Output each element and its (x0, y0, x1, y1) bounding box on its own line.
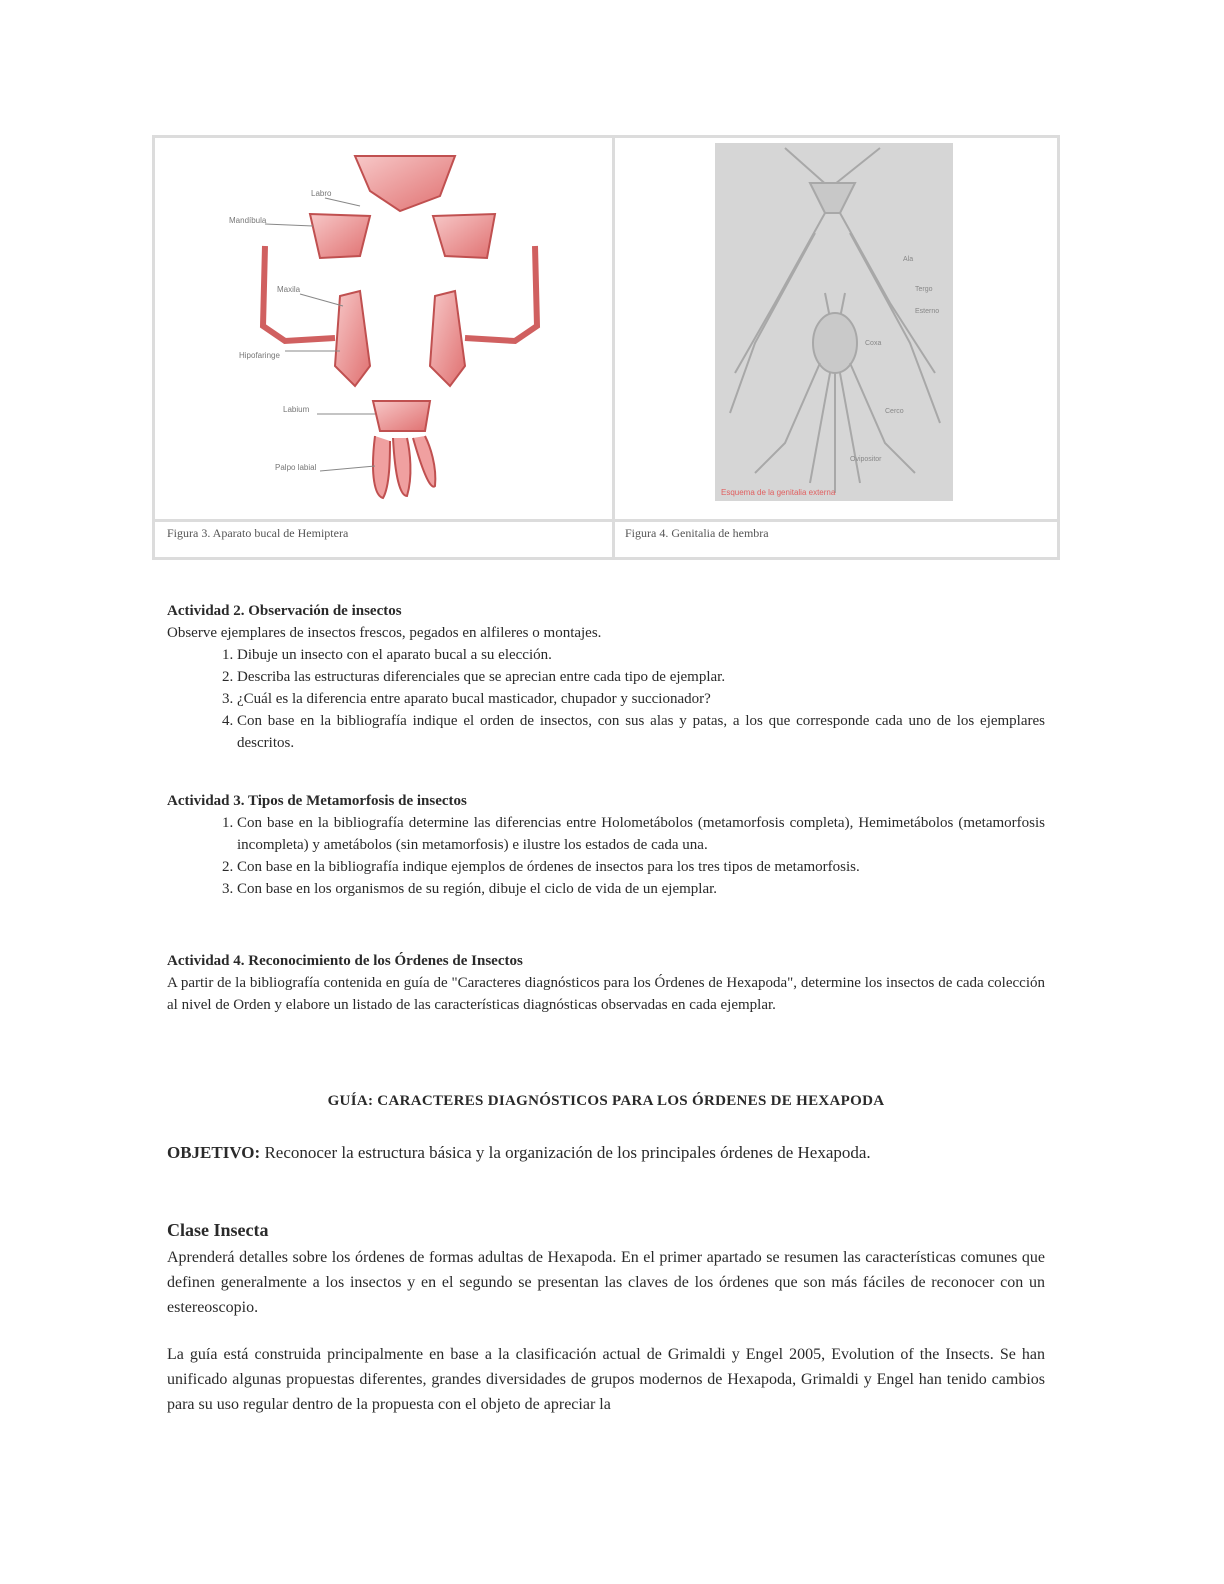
caption-divider (155, 519, 1057, 522)
section-3-title: Actividad 4. Reconocimiento de los Órdenes de Insectos (167, 953, 523, 969)
label-ovipositor: Ovipositor (850, 456, 882, 463)
guide-body (167, 1245, 1045, 1417)
section-1-list (167, 644, 1045, 754)
list-item: 3. ¿Cuál es la diferencia entre aparato bucal masticador, chupador y succionador? (237, 688, 1045, 710)
guide-title: GUÍA: CARACTERES DIAGNÓSTICOS PARA LOS ÓRDENES DE HEXAPODA (327, 1093, 885, 1109)
class-insecta-heading: Clase Insecta (167, 1220, 269, 1240)
list-item: 1. Dibuje un insecto con el aparato bucal a su elección. (237, 644, 1045, 666)
figure-footer-text: Esquema de la genitalia externa (721, 488, 836, 497)
label-esterno: Esterno (915, 308, 940, 315)
figure-3-caption: Figura 3. Aparato bucal de Hemiptera (167, 526, 349, 540)
section-2-list (167, 812, 1045, 900)
list-item: 2. Con base en la bibliografía indique ejemplos de órdenes de insectos para los tres tipos de metamorfosis. (237, 856, 1045, 878)
section-orders (167, 950, 1045, 1016)
list-item: 3. Con base en los organismos de su región, dibuje el ciclo de vida de un ejemplar. (237, 878, 1045, 900)
objective-paragraph (167, 1140, 1045, 1166)
list-item: 4. Con base en la bibliografía indique el orden de insectos, con sus alas y patas, a los que corresponde cada uno de los ejemplares descritos. (237, 710, 1045, 754)
section-observation (167, 600, 1045, 754)
figure-4-caption: Figura 4. Genitalia de hembra (625, 526, 769, 540)
label-hipofaringe: Hipofaringe (239, 351, 280, 360)
genitalia-diagram (715, 143, 953, 501)
section-3-text: A partir de la bibliografía contenida en guía de "Caracteres diagnósticos para los Órdenes de Hexapoda", determine los insectos de cada colección al nivel de Orden y elabore un listado de las características diagnósticas observadas en cada ejemplar. (167, 975, 1045, 1013)
label-ala: Ala (903, 256, 914, 263)
section-metamorphosis (167, 790, 1045, 900)
figure-divider (612, 138, 615, 557)
mouthparts-diagram (225, 146, 545, 506)
label-cerco: Cerco (885, 408, 904, 415)
guide-paragraph-1: Aprenderá detalles sobre los órdenes de formas adultas de Hexapoda. En el primer apartado se resumen las características comunes que definen generalmente a los insectos y en el segundo se presentan las claves de los órdenes que son más fáciles de reconocer con un estereoscopio. (167, 1249, 1045, 1316)
figure-table (152, 135, 1060, 560)
label-maxila: Maxila (277, 285, 301, 294)
section-2-title: Actividad 3. Tipos de Metamorfosis de insectos (167, 793, 467, 809)
section-1-title: Actividad 2. Observación de insectos (167, 603, 402, 619)
guide-paragraph-2: La guía está construida principalmente en base a la clasificación actual de Grimaldi y Engel 2005, Evolution of the Insects. Se han unificado algunas propuestas diferentes, grandes diversidades de grupos modernos de Hexapoda, Grimaldi y Engel han tenido cambios para su uso regular dentro de la propuesta con el objeto de apreciar la (167, 1346, 1045, 1413)
label-labro: Labro (311, 189, 332, 198)
label-tergo: Tergo (915, 286, 933, 293)
label-coxa: Coxa (865, 340, 882, 347)
list-item: 1. Con base en la bibliografía determine las diferencias entre Holometábolos (metamorfosis completa), Hemimetábolos (metamorfosis incompleta) y ametábolos (sin metamorfosis) e ilustre los estados de cada una. (237, 812, 1045, 856)
section-1-intro: Observe ejemplares de insectos frescos, pegados en alfileres o montajes. (167, 625, 602, 641)
objective-text: Reconocer la estructura básica y la organización de los principales órdenes de Hexapoda. (264, 1143, 871, 1162)
list-item: 2. Describa las estructuras diferenciales que se aprecian entre cada tipo de ejemplar. (237, 666, 1045, 688)
objective-label: OBJETIVO: (167, 1143, 261, 1162)
label-mandibula: Mandíbula (229, 216, 267, 225)
label-labium: Labium (283, 405, 310, 414)
label-palpo: Palpo labial (275, 463, 317, 472)
